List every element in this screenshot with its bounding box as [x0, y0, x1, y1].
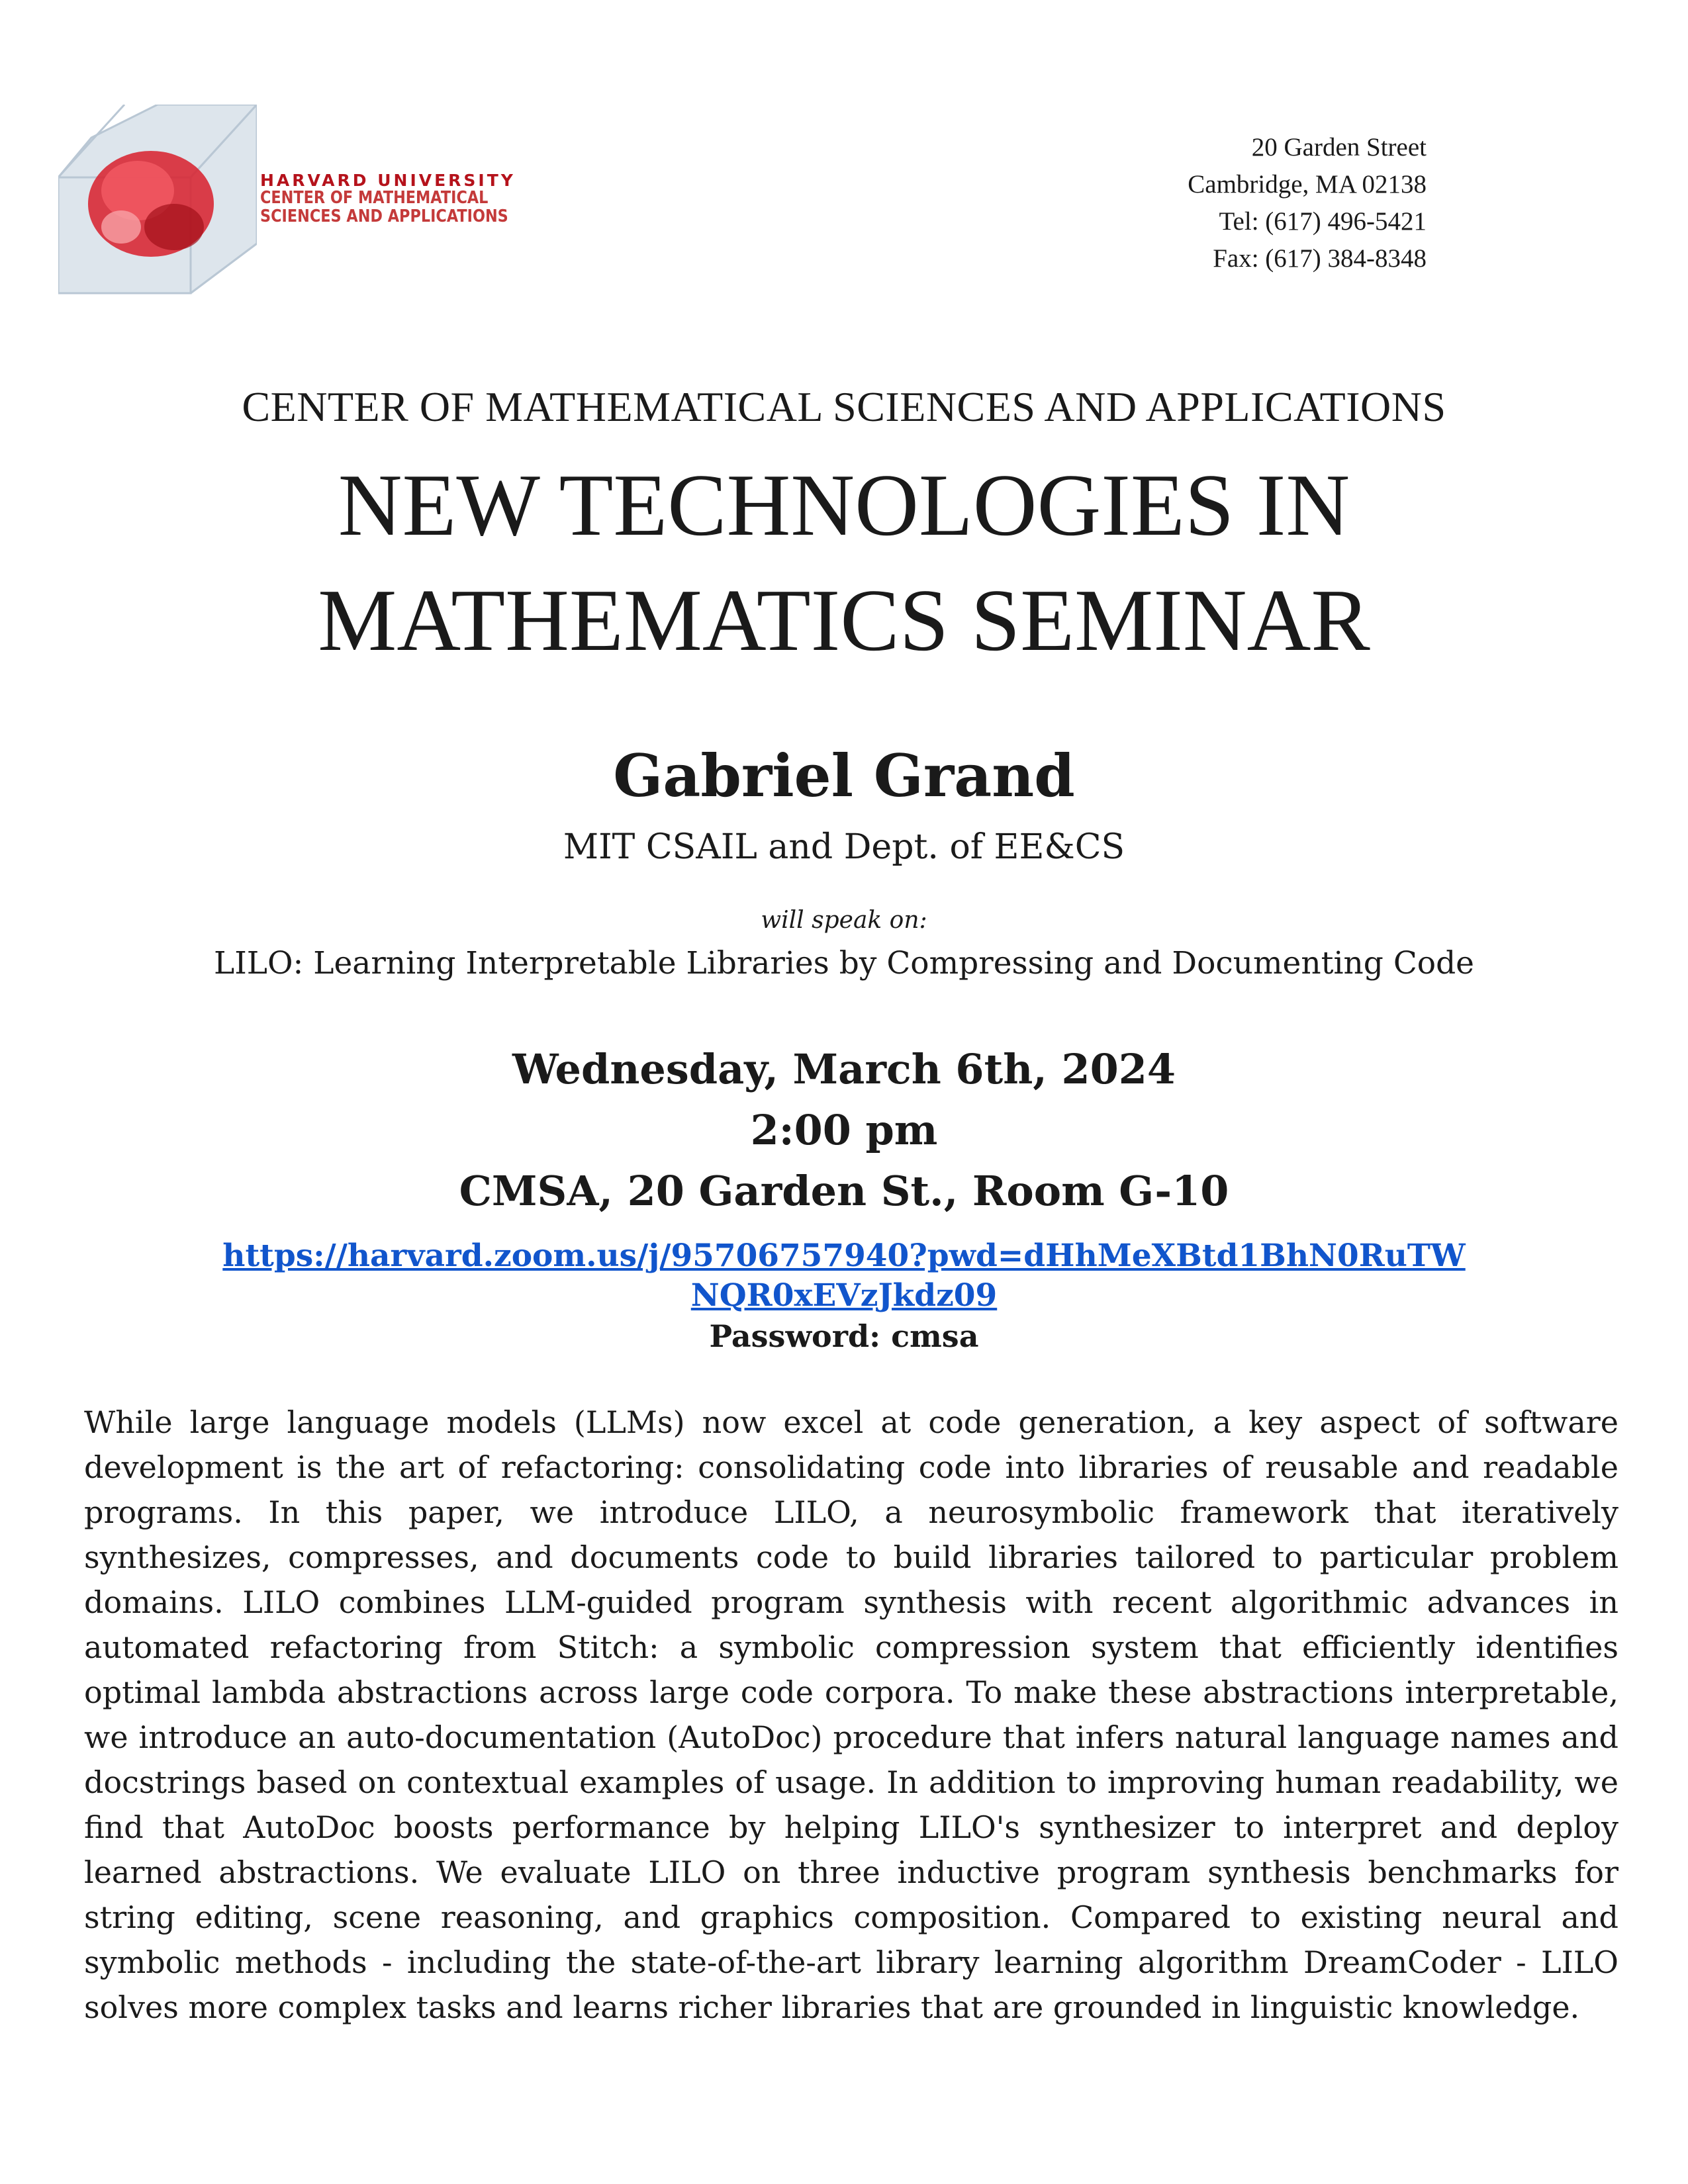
zoom-link-line2[interactable]: NQR0xEVzJkdz09	[690, 1277, 998, 1314]
seminar-title-line2: MATHEMATICS SEMINAR	[318, 571, 1370, 669]
cmsa-logo	[58, 105, 522, 296]
address-city: Cambridge, MA 02138	[1188, 170, 1427, 199]
seminar-title	[0, 447, 1688, 678]
event-details	[0, 1039, 1688, 1222]
zoom-link-line1[interactable]: https://harvard.zoom.us/j/95706757940?pwd=dHhMeXBtd1BhN0RuTW	[222, 1238, 1466, 1274]
center-name: CENTER OF MATHEMATICAL SCIENCES AND APPLICATIONS	[242, 383, 1446, 430]
seminar-title-line1: NEW TECHNOLOGIES IN	[338, 456, 1350, 554]
zoom-link-block	[0, 1236, 1688, 1316]
logo-line1-text: CENTER OF MATHEMATICAL	[260, 188, 489, 208]
address-fax: Fax: (617) 384-8348	[1213, 244, 1427, 273]
cube-logo-icon	[58, 105, 257, 296]
address-block	[1188, 129, 1427, 277]
address-tel: Tel: (617) 496-5421	[1219, 207, 1427, 236]
talk-title: LILO: Learning Interpretable Libraries by Compressing and Documenting Code	[213, 945, 1474, 981]
speaker-name: Gabriel Grand	[613, 741, 1075, 810]
logo-university-text: HARVARD UNIVERSITY	[260, 171, 516, 190]
speaker-affiliation: MIT CSAIL and Dept. of EE&CS	[563, 827, 1125, 867]
event-time: 2:00 pm	[750, 1106, 938, 1154]
abstract-text: While large language models (LLMs) now excel at code generation, a key aspect of software development is the art of refactoring: consolidating code into libraries of reusable and readable programs. In this paper, we introduce LILO, a neurosymbolic framework that iteratively synthesizes, compresses, and documents code to build libraries tailored to particular problem domains. LILO combines LLM-guided program synthesis with recent algorithmic advances in automated refactoring from Stitch: a symbolic compression system that efficiently identifies optimal lambda abstractions across large code corpora. To make these abstractions interpretable, we introduce an auto-documentation (AutoDoc) procedure that infers natural language names and docstrings based on contextual examples of usage. In addition to improving human readability, we find that AutoDoc boosts performance by helping LILO's synthesizer to interpret and deploy learned abstractions. We evaluate LILO on three inductive program synthesis benchmarks for string editing, scene reasoning, and graphics composition. Compared to existing neural and symbolic methods - including the state-of-the-art library learning algorithm DreamCoder - LILO solves more complex tasks and learns richer libraries that are grounded in linguistic knowledge.	[84, 1404, 1618, 2025]
zoom-password: Password: cmsa	[709, 1318, 979, 1354]
event-date: Wednesday, March 6th, 2024	[512, 1045, 1176, 1093]
event-location: CMSA, 20 Garden St., Room G-10	[459, 1167, 1229, 1215]
address-street: 20 Garden Street	[1251, 133, 1427, 161]
will-speak-intro: will speak on:	[761, 907, 927, 934]
logo-line2-text: SCIENCES AND APPLICATIONS	[260, 206, 508, 226]
